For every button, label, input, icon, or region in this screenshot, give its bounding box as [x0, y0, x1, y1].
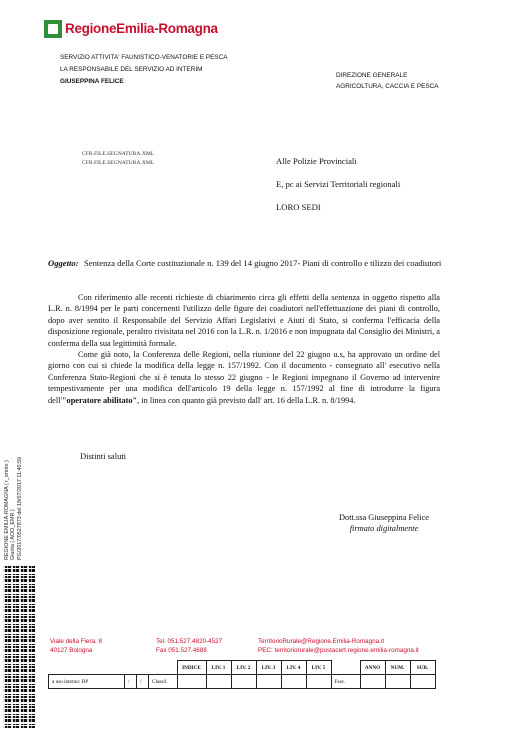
protocol-stamp-text	[4, 457, 23, 560]
closing-salutation: Distinti saluti	[80, 451, 127, 461]
addressee-block	[276, 150, 400, 219]
protocol-table-header	[49, 661, 436, 675]
region-logo	[44, 20, 218, 40]
table-cell	[281, 675, 306, 689]
header-sub: SUB.	[410, 661, 435, 675]
body-paragraph-2	[48, 349, 440, 406]
region-flag-icon	[44, 20, 62, 38]
table-cell	[385, 675, 410, 689]
body-paragraph-1: Con riferimento alle recenti richieste di chiarimento circa gli effetti della sentenza in oggetto rispetto alla L.R. n. 8/1994 per le parti concernenti l'utilizzo delle figure dei coadiutori nell'effettuazione dei piani di controllo, dopo aver sentito il Responsabile del Servizio Affari Legislativi e Aiuti di Stato, si conferma l'efficacia della disposizione regionale, peraltro rivisitata nel 2016 con la L.R. n. 1/2016 e non impugnata dal Consiglio dei Ministri, a conferma della sua legittimità formale.	[48, 293, 440, 348]
signature-block	[324, 512, 444, 534]
addressee-line-3: LORO SEDI	[276, 202, 321, 212]
slash-cell: /	[125, 675, 137, 689]
table-cell	[306, 675, 331, 689]
footer-address	[50, 637, 102, 655]
signatory-name: Dott.ssa Giuseppina Felice	[338, 513, 429, 522]
slash-cell: /	[137, 675, 149, 689]
reference-line: CFR.FILE.SEGNATURA.XML	[82, 160, 155, 166]
reference-block	[82, 150, 154, 168]
operatore-abilitato-term: "operatore abilitato"	[61, 395, 138, 405]
reference-line: CFR.FILE.SEGNATURA.XML	[82, 151, 155, 157]
header-anno: ANNO	[360, 661, 385, 675]
header-num: NUM.	[385, 661, 410, 675]
stamp-line-2: Giunta ( AOO_EMR )	[10, 509, 17, 560]
body-paragraph-2-end: , in linea con quanto già previsto dall' art. 16 della L.R. n. 8/1994.	[137, 395, 356, 405]
direction-block	[336, 70, 439, 92]
sender-block	[60, 52, 228, 88]
header-indice: INDICE	[177, 661, 206, 675]
table-cell	[360, 675, 385, 689]
addressee-line-2: E, pc ai Servizi Territoriali regionali	[276, 179, 401, 189]
table-cell	[177, 675, 206, 689]
body-paragraph-2-text: Come già noto, la Conferenza delle Regioni, nella riunione del 22 giugno u.s, ha approvato un ordine del giorno con cui si chiede la modifica della legge n. 157/1992. Con il documento - consegnato all' esecutivo nella Conferenza Stato-Regioni che si è tenuta lo stesso 22 giugno - le Regioni impegnano il Governo ad intervenire tempestivamente per una modifica dell'articolo 19 della legge n. 157/1992 al fine di introdurre la figura dell'	[48, 350, 440, 405]
header-liv3: LIV. 3	[256, 661, 281, 675]
header-liv5: LIV. 5	[306, 661, 331, 675]
sender-service: SERVIZIO ATTIVITA' FAUNISTICO-VENATORIE E PESCA	[60, 54, 228, 61]
addressee-line-1: Alle Polizie Provinciali	[276, 156, 357, 166]
direction-line-1: DIREZIONE GENERALE	[336, 72, 408, 79]
subject-text: Sentenza della Corte costituzionale n. 139 del 14 giugno 2017- Piani di controllo e tilizzo dei coadiutori	[84, 258, 442, 268]
classif-label: Classif.	[149, 675, 178, 689]
signature-note: firmato digitalmente	[349, 524, 419, 533]
internal-use-label: a uso interno: DP	[49, 675, 125, 689]
footer-phone	[156, 637, 222, 655]
sender-role: LA RESPONSABILE DEL SERVIZIO AD INTERIM	[60, 66, 203, 73]
table-cell	[256, 675, 281, 689]
footer-email	[258, 637, 419, 655]
protocol-table	[48, 660, 436, 689]
stamp-line-3: PG/2017/0527873 del 18/07/2017 11:40:59	[16, 456, 23, 560]
protocol-table-row	[49, 675, 436, 689]
footer-tel: Tel. 051.527.4820-4527	[156, 638, 223, 645]
table-cell	[410, 675, 435, 689]
header-liv2: LIV. 2	[231, 661, 256, 675]
header-liv1: LIV. 1	[206, 661, 231, 675]
footer-fax: Fax 051.527.4688	[156, 647, 207, 654]
footer-address-line-1: Viale della Fiera, 8	[50, 638, 103, 645]
logo-text: RegioneEmilia-Romagna	[65, 21, 218, 36]
header-liv4: LIV. 4	[281, 661, 306, 675]
stamp-line-1: REGIONE EMILIA-ROMAGNA ( r_emiro )	[4, 460, 10, 560]
letter-body	[48, 292, 440, 406]
barcode-icon	[3, 566, 35, 728]
sender-name: GIUSEPPINA FELICE	[60, 78, 124, 85]
footer-address-line-2: 40127 Bologna	[50, 647, 93, 654]
footer-email-address[interactable]: TerritorioRurale@Regione.Emilia-Romagna.it	[258, 638, 385, 645]
footer-pec-address[interactable]: PEC: territoriorurale@postacert.regione.emilia-romagna.it	[258, 647, 419, 654]
table-cell	[206, 675, 231, 689]
subject-label: Oggetto:	[48, 258, 79, 268]
fasc-label: Fasc.	[331, 675, 360, 689]
table-cell	[231, 675, 256, 689]
direction-line-2: AGRICOLTURA, CACCIA E PESCA	[336, 83, 439, 90]
